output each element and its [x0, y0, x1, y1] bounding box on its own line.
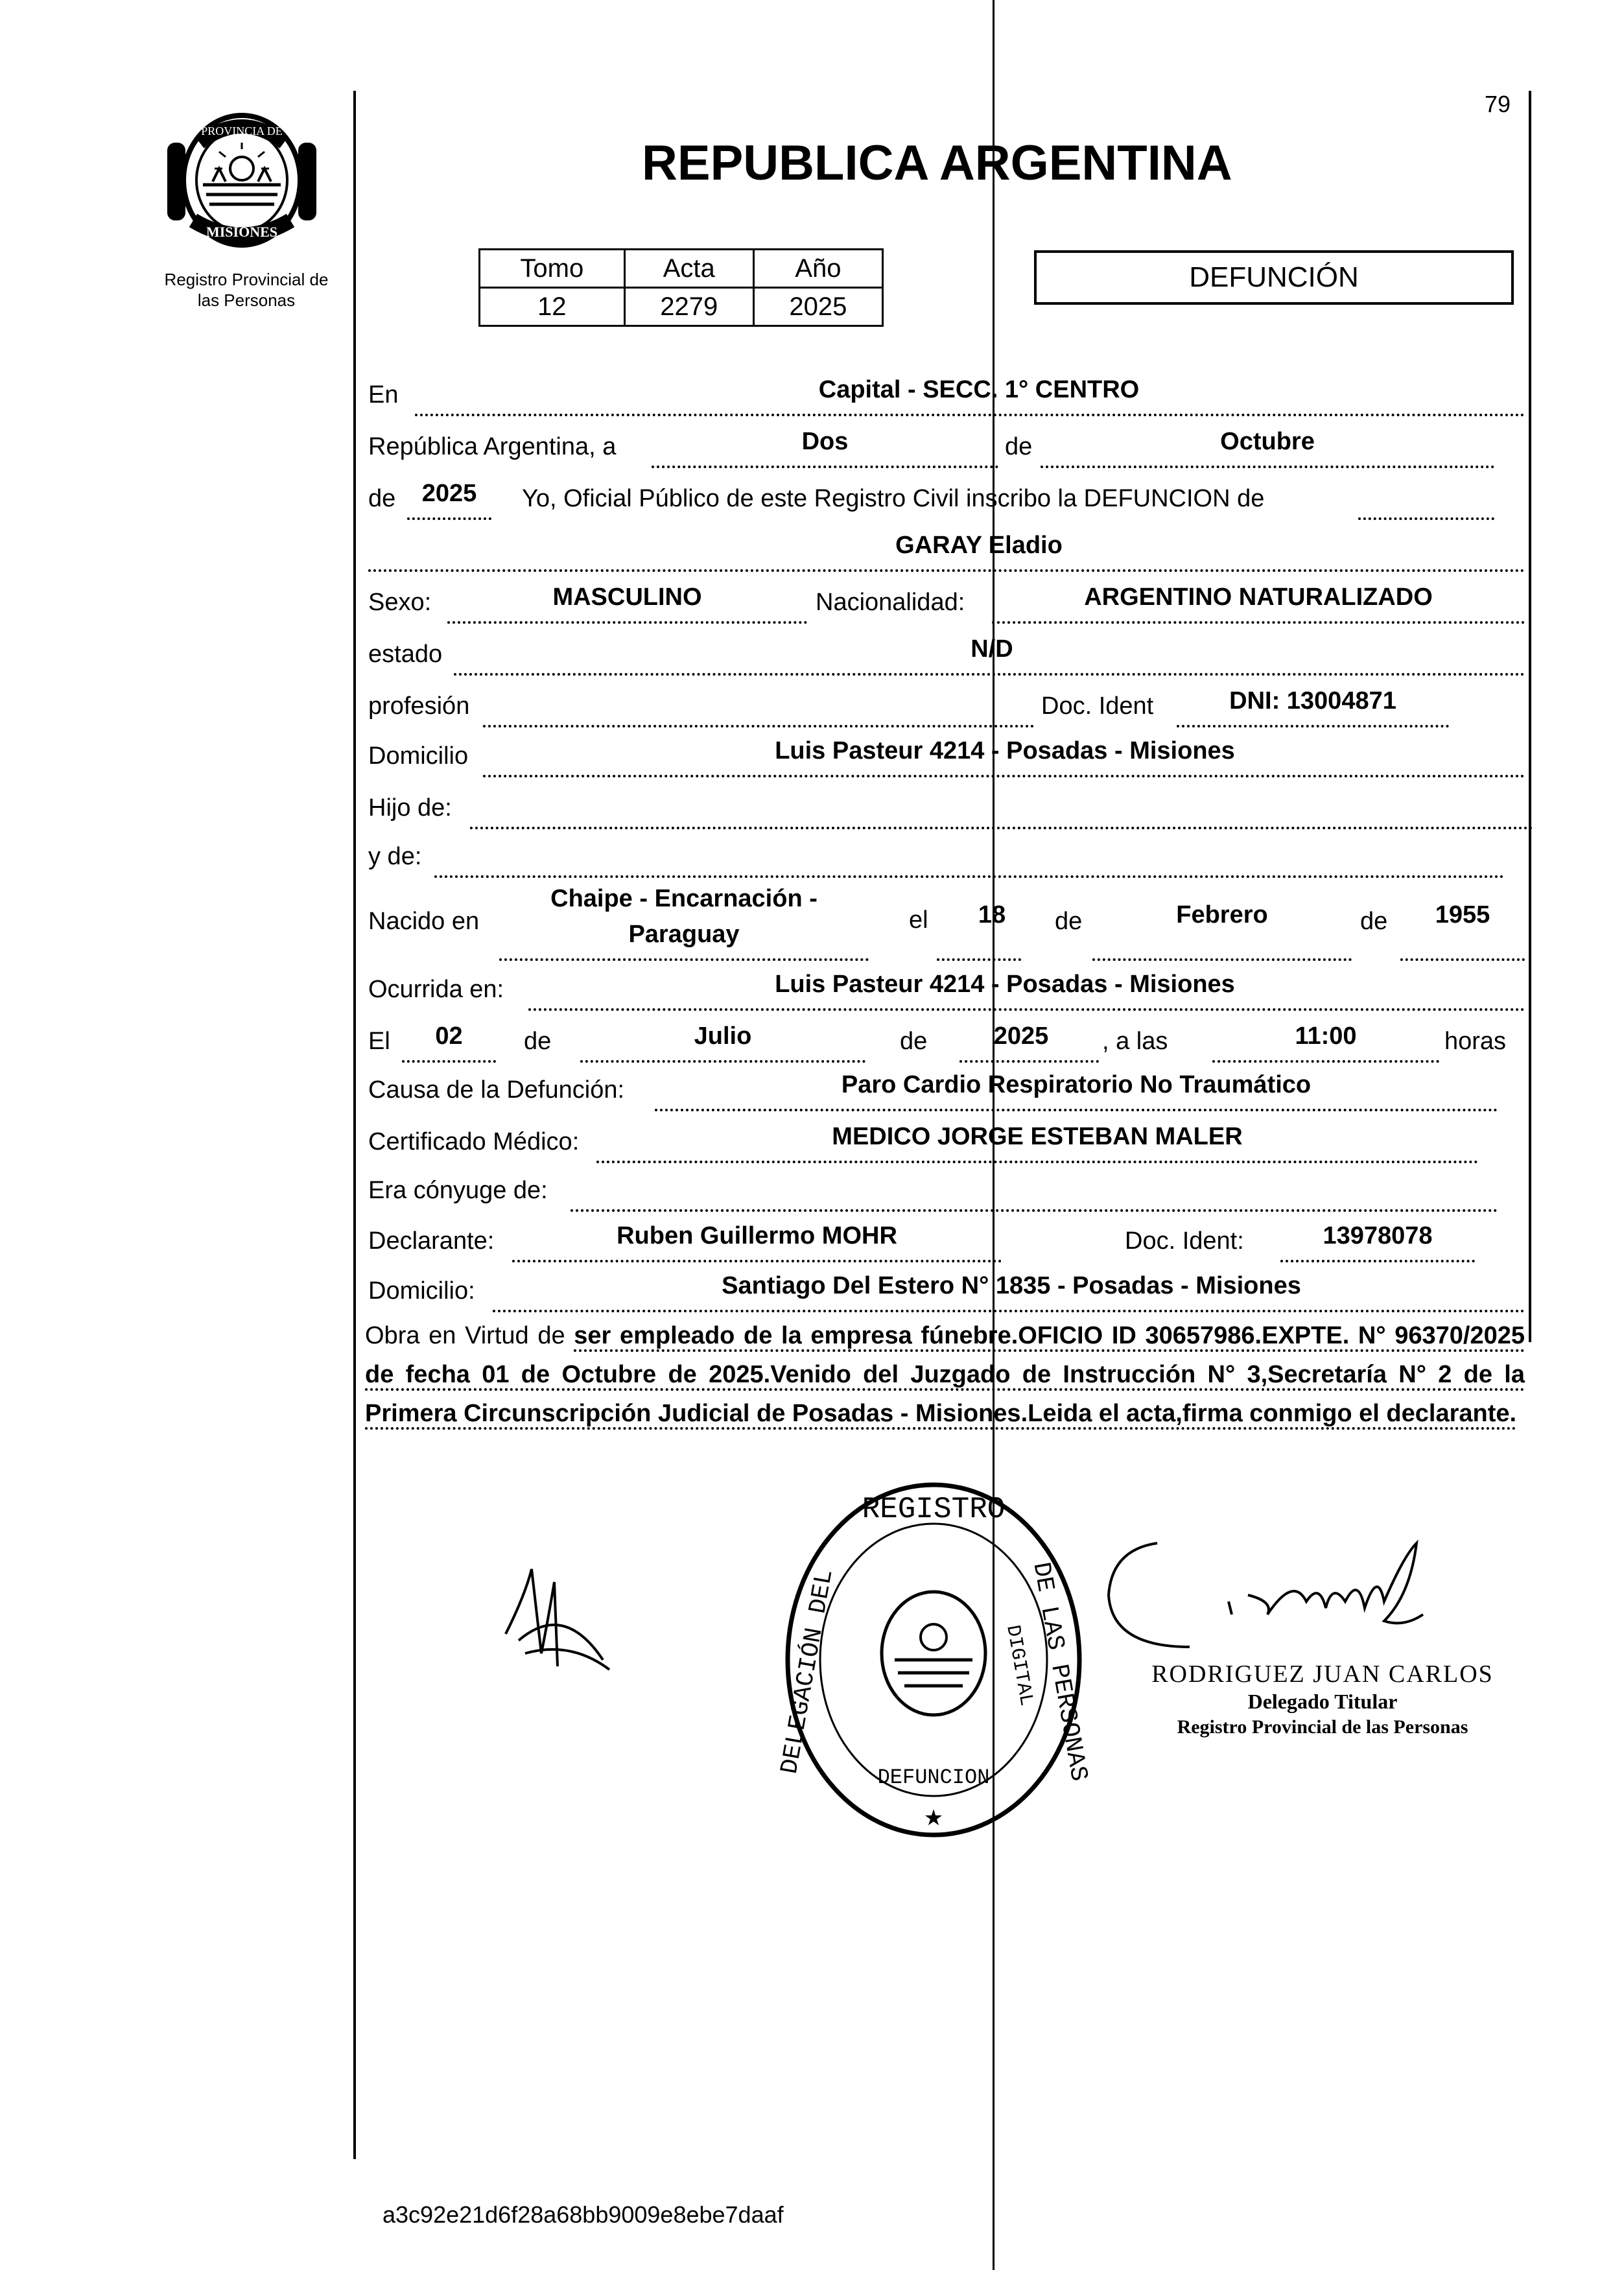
label-doc-ident: Doc. Ident [1041, 692, 1154, 720]
value-dia-fecha: 02 [435, 1023, 463, 1050]
value-domicilio: Luis Pasteur 4214 - Posadas - Misiones [775, 737, 1235, 764]
line-mes [1041, 466, 1494, 468]
svg-text:DIGITAL: DIGITAL [1001, 1623, 1037, 1708]
value-certificado: MEDICO JORGE ESTEBAN MALER [832, 1123, 1243, 1150]
value-mes-fecha: Julio [694, 1023, 752, 1050]
line-doc-ident [1177, 725, 1449, 727]
value-hora: 11:00 [1295, 1023, 1357, 1050]
page-number: 79 [1485, 91, 1511, 117]
svg-text:DE LAS PERSONAS: DE LAS PERSONAS [1026, 1560, 1093, 1784]
label-profesion: profesión [368, 692, 470, 720]
line-dia [652, 466, 998, 468]
svg-text:DEFUNCION: DEFUNCION [877, 1766, 990, 1790]
svg-text:★: ★ [923, 1805, 944, 1831]
line-y-de [434, 875, 1504, 878]
label-certificado: Certificado Médico: [368, 1128, 580, 1155]
value-dia: Dos [801, 428, 849, 455]
label-de-mes-nacido: de [1055, 908, 1083, 935]
label-de-mes-fecha: de [524, 1028, 552, 1055]
value-lugar: Capital - SECC. 1° CENTRO [818, 376, 1140, 403]
line-anio-nacido [1400, 958, 1525, 961]
official-seal [775, 1478, 1093, 1841]
value-nombre: GARAY Eladio [895, 532, 1063, 559]
label-el-nacido: el [909, 906, 928, 934]
label-de-anio-fecha: de [900, 1028, 928, 1055]
label-en: En [368, 381, 399, 408]
line-conyuge [571, 1209, 1498, 1212]
line-hijo-de [470, 827, 1533, 829]
line-nacido-en [499, 958, 869, 961]
line-mes-nacido [1092, 958, 1352, 961]
line-inscribo-end [1358, 517, 1494, 520]
observaciones-text: ser empleado de la empresa fúnebre.OFICIO ID 30657986.EXPTE. N° 96370/2025 de fecha 01 de Octubre de 2025.Venido del Juzgado de Instrucción N° 3,Secretaría N° 2 de la Primera Circunscripción Judicial de Posadas - Misiones.Leida el acta,firma conmigo el declarante. [365, 1322, 1525, 1430]
declarant-signature [480, 1543, 648, 1673]
label-hijo-de: Hijo de: [368, 794, 452, 822]
line-certificado [596, 1161, 1478, 1163]
officer-role: Delegado Titular [1247, 1690, 1398, 1713]
value-anio: 2025 [421, 480, 477, 507]
reference-table-values [480, 288, 883, 326]
svg-text:REGISTRO: REGISTRO [862, 1493, 1006, 1526]
value-sexo: MASCULINO [552, 584, 702, 611]
value-anio: 2025 [753, 288, 882, 326]
header-acta: Acta [624, 250, 753, 288]
value-doc-ident: DNI: 13004871 [1229, 687, 1396, 715]
value-declarante-domicilio: Santiago Del Estero N° 1835 - Posadas - Misiones [722, 1272, 1301, 1299]
reference-table-header [480, 250, 883, 288]
value-nacido-en-line1: Chaipe - Encarnación - [550, 885, 818, 912]
value-anio-fecha: 2025 [993, 1023, 1049, 1050]
line-anio-fecha [959, 1060, 1099, 1063]
value-nacido-en-line2: Paraguay [628, 921, 740, 948]
line-profesion [483, 725, 1034, 727]
officer-institution: Registro Provincial de las Personas [1177, 1716, 1468, 1738]
line-hora [1212, 1060, 1439, 1063]
line-causa [655, 1109, 1498, 1111]
label-horas: horas [1444, 1028, 1507, 1055]
label-republica: República Argentina, a [368, 433, 617, 460]
province-logo [154, 104, 329, 253]
line-declarante-doc [1280, 1260, 1475, 1262]
value-declarante: Ruben Guillermo MOHR [617, 1222, 897, 1249]
svg-text:DELEGACIÓN DEL: DELEGACIÓN DEL [775, 1567, 840, 1777]
line-nombre [368, 569, 1525, 572]
registry-caption [146, 269, 347, 311]
officer-name: RODRIGUEZ JUAN CARLOS [1151, 1661, 1494, 1688]
label-de-anio-nacido: de [1360, 908, 1388, 935]
value-anio-nacido: 1955 [1435, 901, 1490, 928]
value-mes-nacido: Febrero [1176, 901, 1268, 928]
line-ocurrida-en [528, 1008, 1525, 1011]
value-tomo: 12 [480, 288, 625, 326]
header-anio: Año [753, 250, 882, 288]
value-declarante-doc: 13978078 [1323, 1222, 1433, 1249]
label-y-de: y de: [368, 843, 422, 870]
label-el-fecha: El [368, 1028, 390, 1055]
inscribo-text: Yo, Oficial Público de este Registro Civil inscribo la DEFUNCION de [522, 485, 1265, 512]
label-ocurrida-en: Ocurrida en: [368, 976, 504, 1003]
value-estado: N/D [971, 635, 1013, 663]
value-acta: 2279 [624, 288, 753, 326]
label-sexo: Sexo: [368, 589, 432, 616]
line-en [415, 414, 1525, 416]
label-declarante-doc: Doc. Ident: [1125, 1227, 1244, 1255]
officer-signature [1099, 1517, 1462, 1679]
line-dia-fecha [402, 1060, 496, 1063]
right-margin-line [1529, 91, 1531, 1342]
observaciones-paragraph [365, 1316, 1525, 1433]
label-declarante: Declarante: [368, 1227, 495, 1255]
registry-caption-line1: Registro Provincial de [164, 270, 329, 289]
svg-text:MISIONES: MISIONES [206, 224, 278, 240]
left-margin-line [353, 91, 356, 2159]
observaciones-prefix: Obra en Virtud de [365, 1322, 565, 1349]
line-mes-fecha [580, 1060, 865, 1063]
header-tomo: Tomo [480, 250, 625, 288]
line-nacionalidad [992, 621, 1525, 624]
label-domicilio: Domicilio [368, 742, 469, 770]
line-anio [407, 517, 491, 520]
line-sexo [447, 621, 807, 624]
value-causa: Paro Cardio Respiratorio No Traumático [841, 1071, 1312, 1098]
svg-text:PROVINCIA DE: PROVINCIA DE [201, 124, 283, 137]
line-estado [454, 673, 1525, 676]
value-mes: Octubre [1220, 428, 1315, 455]
value-dia-nacido: 18 [978, 901, 1006, 928]
label-causa: Causa de la Defunción: [368, 1076, 625, 1104]
label-conyuge: Era cónyuge de: [368, 1177, 548, 1204]
act-type-box [1034, 250, 1514, 305]
line-dia-nacido [937, 958, 1021, 961]
label-estado: estado [368, 641, 443, 668]
value-ocurrida-en: Luis Pasteur 4214 - Posadas - Misiones [775, 971, 1235, 998]
label-declarante-domicilio: Domicilio: [368, 1277, 475, 1305]
line-domicilio [483, 775, 1525, 777]
label-a-las: , a las [1102, 1028, 1168, 1055]
registry-caption-line2: las Personas [197, 290, 296, 310]
line-declarante [512, 1260, 1002, 1262]
document-hash: a3c92e21d6f28a68bb9009e8ebe7daaf [382, 2201, 784, 2228]
officer-block [1141, 1660, 1504, 1738]
document-title: REPUBLICA ARGENTINA [642, 136, 1232, 191]
label-de-anio: de [368, 485, 396, 512]
reference-table [478, 248, 884, 327]
line-declarante-domicilio [493, 1310, 1525, 1312]
label-nacido-en: Nacido en [368, 908, 480, 935]
act-type-label: DEFUNCIÓN [1189, 261, 1359, 293]
label-nacionalidad: Nacionalidad: [816, 589, 965, 616]
value-nacionalidad: ARGENTINO NATURALIZADO [1084, 584, 1433, 611]
label-de-mes: de [1005, 433, 1033, 460]
